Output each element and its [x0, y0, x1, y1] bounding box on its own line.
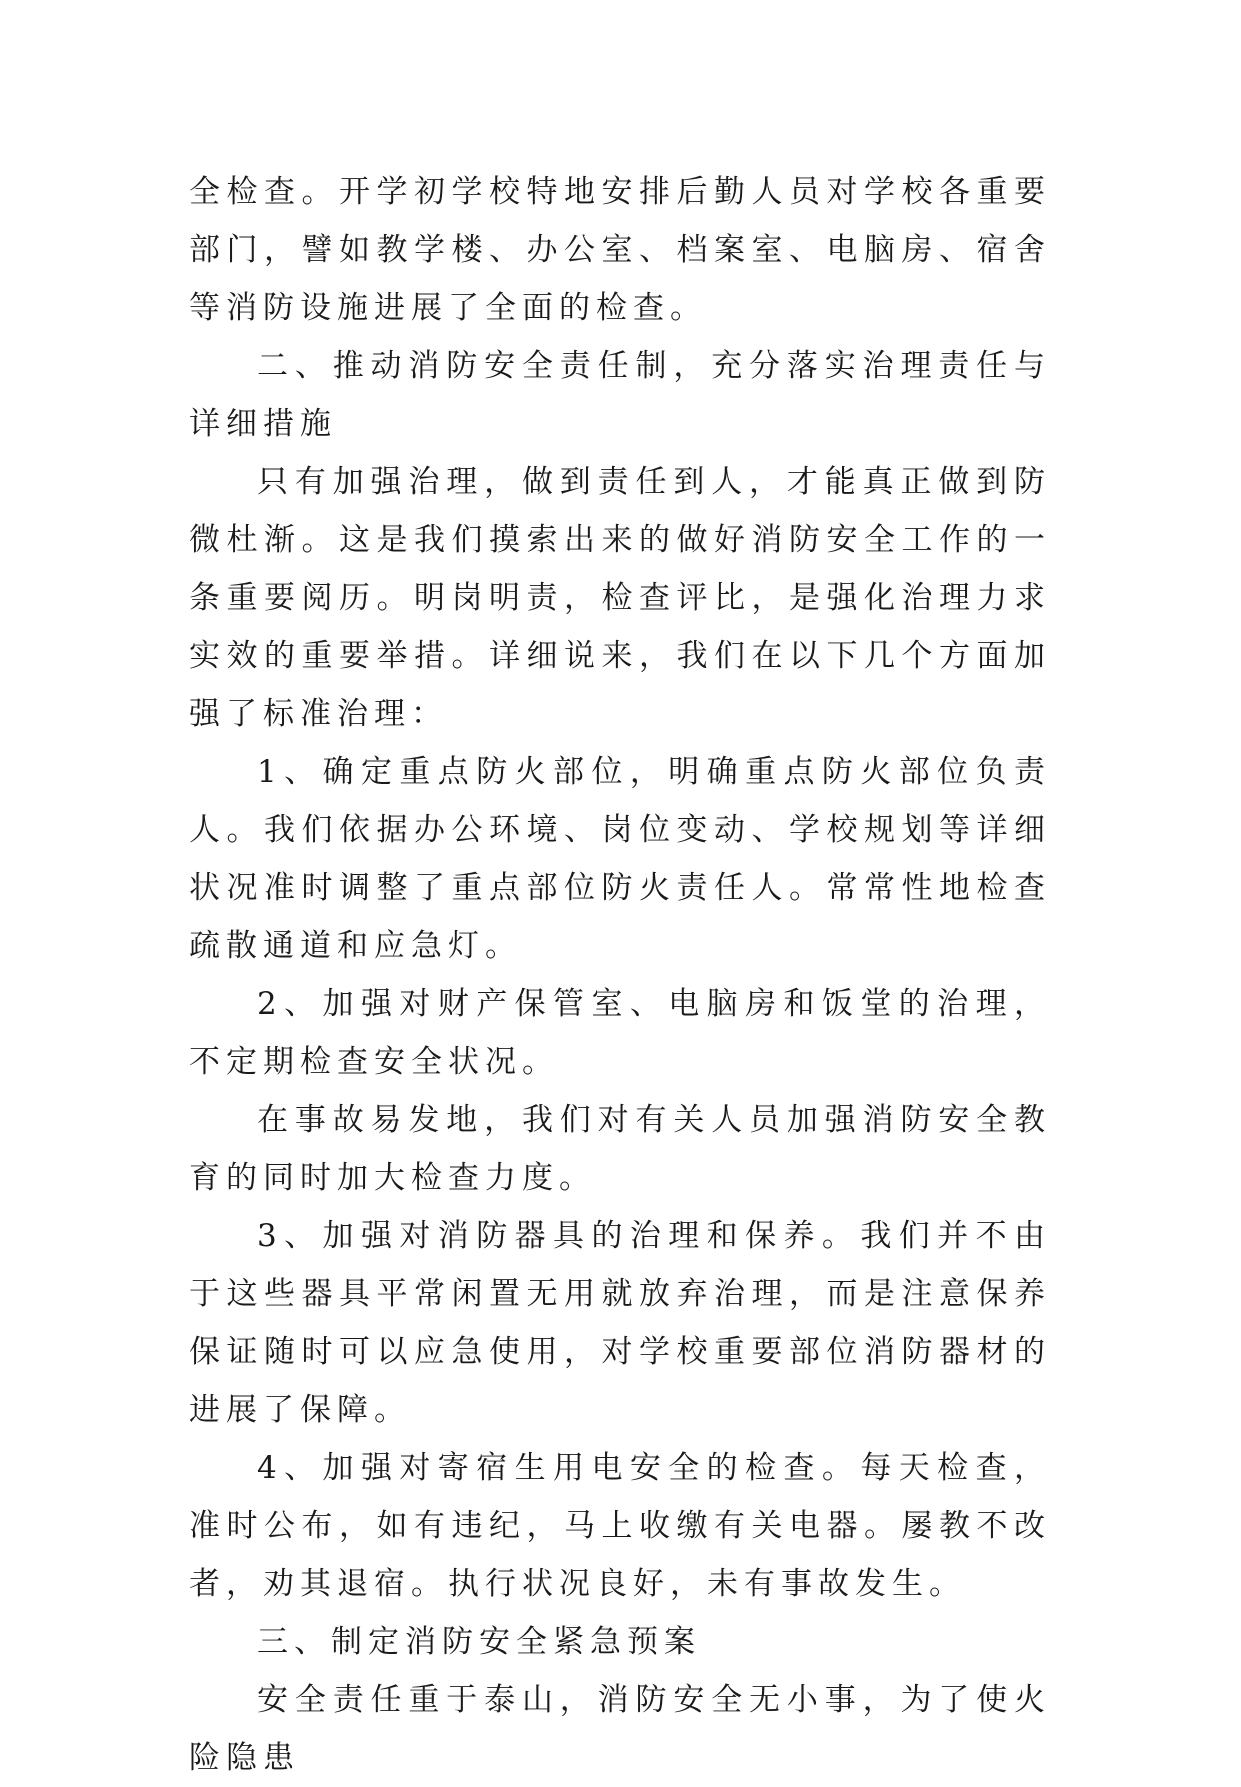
section-heading-3: 三、制定消防安全紧急预案 [257, 1624, 701, 1660]
section-heading-2: 二、推动消防安全责任制，充分落实治理责任与详细措施 [189, 348, 1051, 442]
paragraph-4: 安全责任重于泰山，消防安全无小事，为了使火险隐患 [189, 1682, 1051, 1776]
list-item-3: 3、加强对消防器具的治理和保养。我们并不由于这些器具平常闲置无用就放弃治理，而是注意保养保证随时可以应急使用，对学校重要部位消防器材的进展了保障。 [189, 1218, 1051, 1428]
list-item-2: 2、加强对财产保管室、电脑房和饭堂的治理，不定期检查安全状况。 [189, 986, 1051, 1080]
paragraph-1: 全检查。开学初学校特地安排后勤人员对学校各重要部门，譬如教学楼、办公室、档案室、电脑房、宿舍等消防设施进展了全面的检查。 [189, 174, 1051, 326]
paragraph-3: 在事故易发地，我们对有关人员加强消防安全教育的同时加大检查力度。 [189, 1102, 1051, 1196]
paragraph-2: 只有加强治理，做到责任到人，才能真正做到防微杜渐。这是我们摸索出来的做好消防安全工作的一条重要阅历。明岗明责，检查评比，是强化治理力求实效的重要举措。详细说来，我们在以下几个方面加强了标准治理： [189, 464, 1051, 732]
list-item-4: 4、加强对寄宿生用电安全的检查。每天检查，准时公布，如有违纪，马上收缴有关电器。屡教不改者，劝其退宿。执行状况良好，未有事故发生。 [189, 1450, 1051, 1602]
document-body [189, 163, 1051, 1787]
list-item-1: 1、确定重点防火部位，明确重点防火部位负责人。我们依据办公环境、岗位变动、学校规划等详细状况准时调整了重点部位防火责任人。常常性地检查疏散通道和应急灯。 [189, 754, 1051, 964]
